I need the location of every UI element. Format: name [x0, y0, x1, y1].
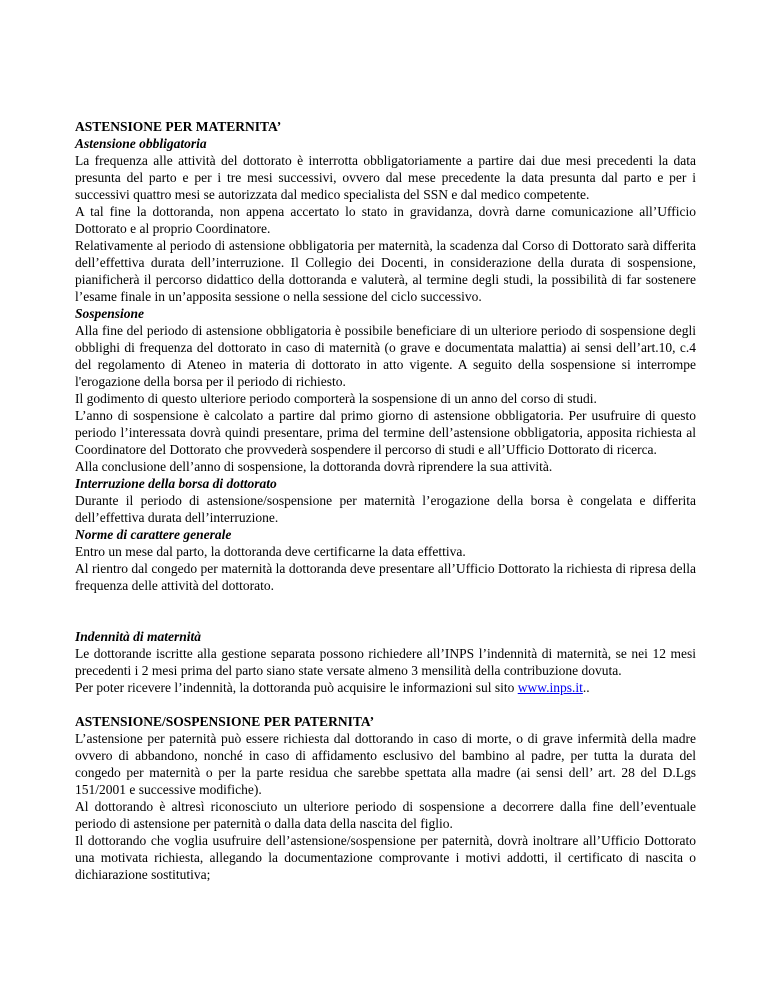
paragraph: Il godimento di questo ulteriore periodo comporterà la sospensione di un anno del corso di studi. [75, 391, 597, 406]
paragraph: Al dottorando è altresì riconosciuto un ulteriore periodo di sospensione a decorrere dalla fine dell’eventuale periodo di astensione per paternità o dalla data della nascita del figlio. [75, 799, 696, 831]
inps-suffix: .. [582, 680, 590, 695]
obligatory-heading: Astensione obbligatoria [75, 136, 207, 151]
paragraph: Al rientro dal congedo per maternità la dottoranda deve presentare all’Ufficio Dottorato la richiesta di ripresa della frequenza delle attività del dottorato. [75, 561, 696, 593]
inps-link[interactable]: www.inps.it [517, 680, 583, 695]
spacer [75, 696, 696, 713]
maternity-title: ASTENSIONE PER MATERNITA’ [75, 119, 282, 134]
paragraph: Entro un mese dal parto, la dottoranda deve certificarne la data effettiva. [75, 544, 466, 559]
scholarship-heading: Interruzione della borsa di dottorato [75, 476, 277, 491]
paragraph: L’anno di sospensione è calcolato a partire dal primo giorno di astensione obbligatoria. Per usufruire di questo periodo l’interessata dovrà quindi presentare, prima del termine dell’astensione obbligatoria, apposita richiesta al Coordinatore del Dottorato che provvederà sospendere il percorso di studi e all’Ufficio Dottorato di ricerca. [75, 408, 696, 457]
paragraph: La frequenza alle attività del dottorato è interrotta obbligatoriamente a partire dai due mesi precedenti la data presunta del parto e per i tre mesi successivi, ovvero dal mese precedente la data presunta dal parto e per i successivi quattro mesi se autorizzata dal medico specialista del SSN e dal medico competente. [75, 153, 696, 202]
general-heading: Norme di carattere generale [75, 527, 232, 542]
document-page [75, 118, 696, 883]
paternity-title: ASTENSIONE/SOSPENSIONE PER PATERNITA’ [75, 714, 375, 729]
paragraph: Durante il periodo di astensione/sospensione per maternità l’erogazione della borsa è congelata e differita dell’effettiva durata dell’interruzione. [75, 493, 696, 525]
paragraph: A tal fine la dottoranda, non appena accertato lo stato in gravidanza, dovrà darne comunicazione all’Ufficio Dottorato e al proprio Coordinatore. [75, 204, 696, 236]
allowance-heading: Indennità di maternità [75, 629, 202, 644]
paragraph: Il dottorando che voglia usufruire dell’astensione/sospensione per paternità, dovrà inoltrare all’Ufficio Dottorato una motivata richiesta, allegando la documentazione comprovante i motivi addotti, il certificato di nascita o dichiarazione sostitutiva; [75, 833, 696, 882]
paragraph: Alla conclusione dell’anno di sospensione, la dottoranda dovrà riprendere la sua attività. [75, 459, 553, 474]
inps-text: Per poter ricevere l’indennità, la dottoranda può acquisire le informazioni sul sito [75, 680, 518, 695]
paragraph: L’astensione per paternità può essere richiesta dal dottorando in caso di morte, o di grave infermità della madre ovvero di abbandono, nonché in caso di affidamento esclusivo del bambino al padre, per tutta la durata del congedo per maternità o per la parte residua che sarebbe spettata alla madre (ai sensi dell’ art. 28 del D.Lgs 151/2001 e successive modifiche). [75, 731, 696, 797]
paragraph: Alla fine del periodo di astensione obbligatoria è possibile beneficiare di un ulteriore periodo di sospensione degli obblighi di frequenza del dottorato in caso di maternità (o grave e documentata malattia) ai sensi dell’art.10, c.4 del regolamento di Ateneo in materia di dottorato in atto vigente. A seguito della sospensione si interrompe l'erogazione della borsa per il periodo di richiesto. [75, 323, 696, 389]
inps-paragraph [75, 679, 696, 696]
paragraph: Le dottorande iscritte alla gestione separata possono richiedere all’INPS l’indennità di maternità, se nei 12 mesi precedenti i 2 mesi prima del parto siano state versate almeno 3 mensilità della contribuzione dovuta. [75, 646, 696, 678]
suspension-heading: Sospensione [75, 306, 145, 321]
spacer [75, 594, 696, 628]
paragraph: Relativamente al periodo di astensione obbligatoria per maternità, la scadenza dal Corso di Dottorato sarà differita dell’effettiva durata dell’interruzione. Il Collegio dei Docenti, in considerazione della durata di sospensione, pianificherà il percorso didattico della dottoranda e valuterà, al termine degli studi, la possibilità di far sostenere l’esame finale in un’apposita sessione o nella sessione del ciclo successivo. [75, 238, 696, 304]
